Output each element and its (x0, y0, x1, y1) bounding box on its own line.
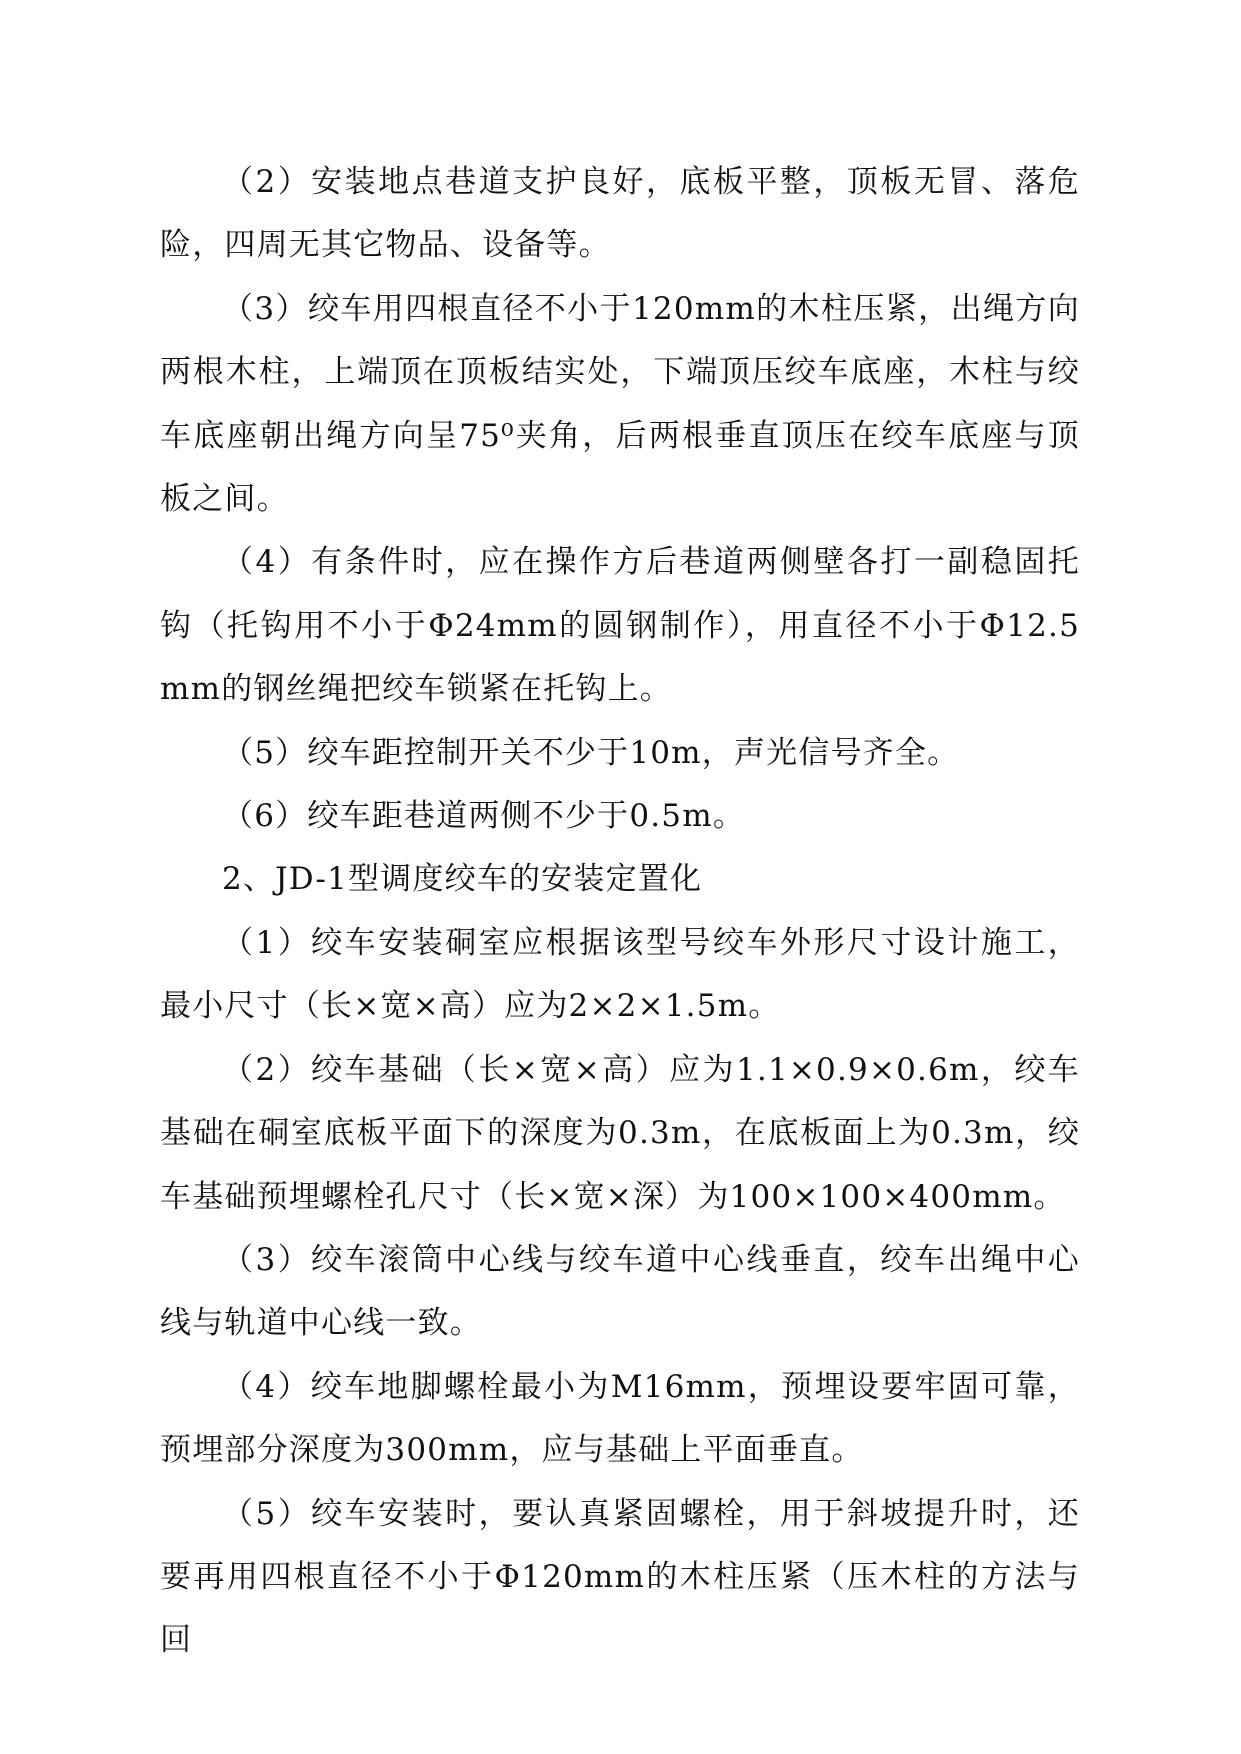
paragraph-anchor-bolt-4: （4）绞车地脚螺栓最小为M16mm，预埋设要牢固可靠，预埋部分深度为300mm，应与基础上平面垂直。 (160, 1368, 1080, 1469)
paragraph-switch-distance-5: （5）绞车距控制开关不少于10m，声光信号齐全。 (222, 734, 960, 771)
paragraph-fastening-5: （5）绞车安装时，要认真紧固螺栓，用于斜坡提升时，还要再用四根直径不小于Φ120mm的木柱压紧（压木柱的方法与回 (160, 1495, 1080, 1659)
paragraph-chamber-size-1: （1）绞车安装硐室应根据该型号绞车外形尺寸设计施工，最小尺寸（长×宽×高）应为2×2×1.5m。 (160, 924, 1080, 1025)
paragraph-wood-pillar-3: （3）绞车用四根直径不小于120mm的木柱压紧，出绳方向两根木柱，上端顶在顶板结实处，下端顶压绞车底座，木柱与绞车底座朝出绳方向呈75⁰夹角，后两根垂直顶压在绞车底座与顶板之间。 (160, 290, 1080, 518)
document-body (160, 151, 1080, 1673)
section-heading-jd1: 2、JD-1型调度绞车的安装定置化 (222, 861, 703, 898)
paragraph-side-distance-6: （6）绞车距巷道两侧不少于0.5m。 (222, 798, 746, 835)
paragraph-install-site-2: （2）安装地点巷道支护良好，底板平整，顶板无冒、落危险，四周无其它物品、设备等。 (160, 164, 1080, 264)
paragraph-centerline-3: （3）绞车滚筒中心线与绞车道中心线垂直，绞车出绳中心线与轨道中心线一致。 (160, 1241, 1080, 1342)
paragraph-support-hook-4: （4）有条件时，应在操作方后巷道两侧壁各打一副稳固托钩（托钩用不小于Φ24mm的圆钢制作），用直径不小于Φ12.5mm的钢丝绳把绞车锁紧在托钩上。 (160, 544, 1080, 708)
paragraph-foundation-2: （2）绞车基础（长×宽×高）应为1.1×0.9×0.6m，绞车基础在硐室底板平面下的深度为0.3m，在底板面上为0.3m，绞车基础预埋螺栓孔尺寸（长×宽×深）为100×100×400mm。 (160, 1051, 1080, 1215)
